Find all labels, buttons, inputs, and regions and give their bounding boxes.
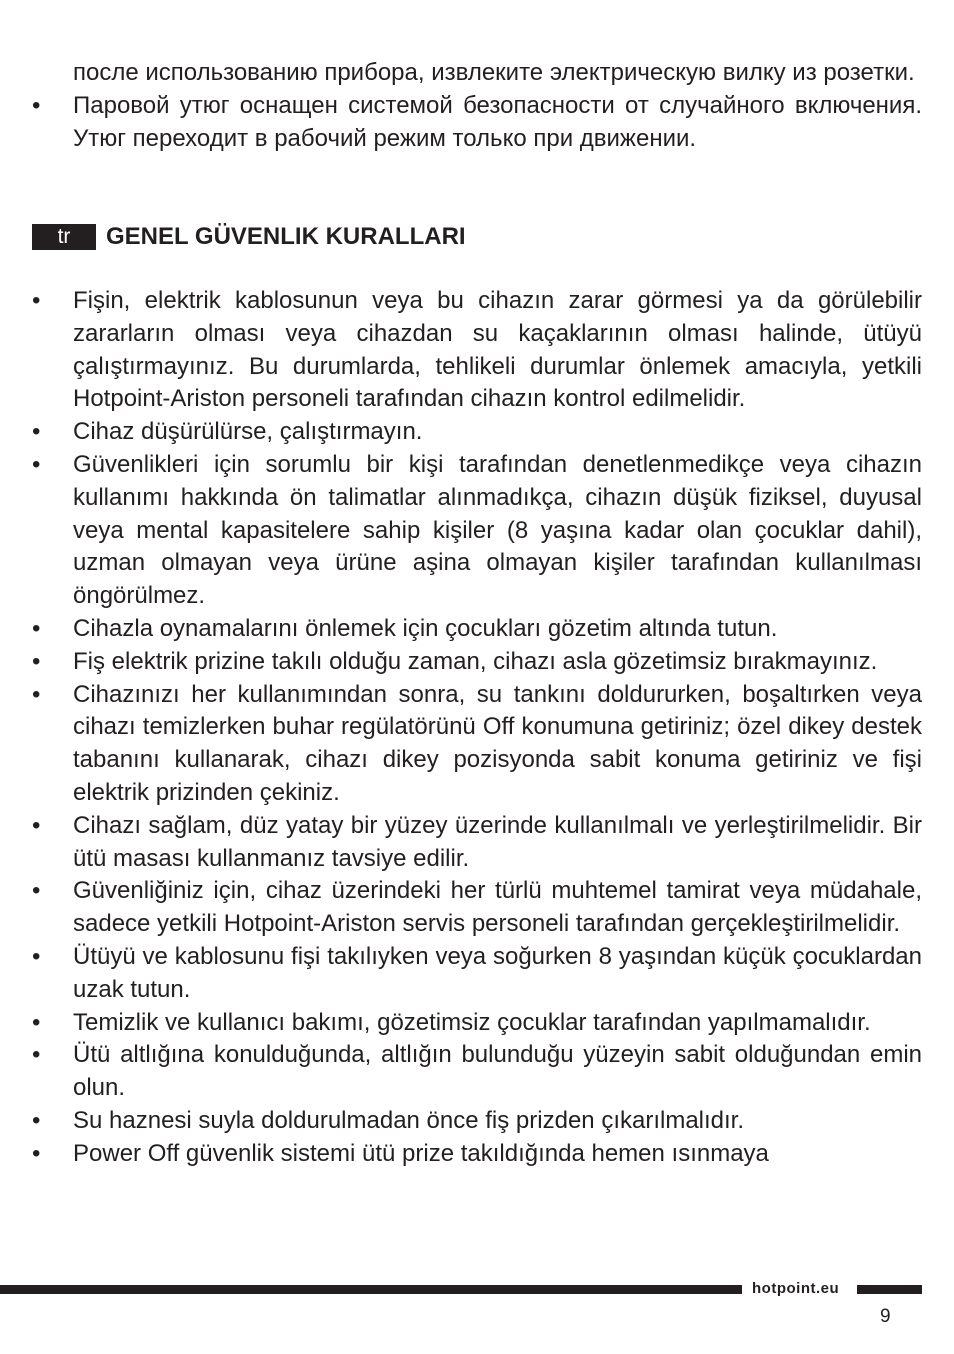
list-item — [32, 285, 922, 416]
footer-brand: hotpoint.eu — [752, 1280, 840, 1297]
language-badge: tr — [32, 224, 96, 250]
list-item-text: Power Off güvenlik sistemi ütü prize takıldığında hemen ısınmaya — [73, 1139, 769, 1167]
list-item-text: Temizlik ve kullanıcı bakımı, gözetimsiz çocuklar tarafından yapılmamalıdır. — [73, 1008, 871, 1036]
bullet: • — [32, 1139, 41, 1167]
bullet: • — [32, 1106, 41, 1134]
bullet: • — [32, 811, 41, 839]
list-item-text: Ütü altlığına konulduğunda, altlığın bulunduğu yüzeyin sabit olduğundan emin olun. — [73, 1041, 922, 1102]
list-item — [32, 941, 922, 1007]
bullet: • — [32, 647, 41, 675]
list-item-text: Fişin, elektrik kablosunun veya bu cihazın zarar görmesi ya da görülebilir zararların olması veya cihazdan su kaçaklarının olması halinde, ütüyü çalıştırmayınız. Bu durumlarda, tehlikeli durumlar önlemek amacıyla, yetkili Hotpoint-Ariston personeli tarafından cihazın kontrol edilmelidir. — [73, 287, 922, 413]
list-item-text: Паровой утюг оснащен системой безопасности от случайного включения. Утюг переходит в рабочий режим только при движении. — [73, 91, 922, 152]
list-item — [32, 646, 922, 679]
safety-rules-list — [32, 285, 922, 1171]
bullet: • — [32, 287, 41, 314]
bullet: • — [32, 450, 41, 478]
section-heading: GENEL GÜVENLIK KURALLARI — [106, 223, 466, 250]
list-item — [32, 875, 922, 941]
bullet: • — [32, 418, 41, 446]
list-item-text: Cihazla oynamalarını önlemek için çocukları gözetim altında tutun. — [73, 614, 778, 642]
list-item — [32, 1138, 922, 1171]
bullet: • — [32, 680, 41, 708]
bullet: • — [32, 1041, 41, 1069]
list-item — [32, 416, 922, 449]
list-item — [32, 449, 922, 613]
list-item — [32, 613, 922, 646]
list-item-text: Güvenlikleri için sorumlu bir kişi tarafından denetlenmedikçe veya cihazın kullanımı hakkında ön talimatlar alınmadıkça, cihazın düşük fiziksel, duyusal veya mental kapasitelere sahip kişiler (8 yaşına kadar olan çocuklar dahil), uzman olmayan veya ürüne aşina olmayan kişiler tarafından kullanılması öngörülmez. — [73, 450, 922, 610]
list-item-text: Cihaz düşürülürse, çalıştırmayın. — [73, 418, 423, 446]
list-item-text: Güvenliğiniz için, cihaz üzerindeki her türlü muhtemel tamirat veya müdahale, sadece yetkili Hotpoint-Ariston servis personeli tarafından gerçekleştirilmelidir. — [73, 877, 922, 938]
bullet: • — [32, 1008, 41, 1036]
list-item — [32, 1105, 922, 1138]
list-item-text: Fiş elektrik prizine takılı olduğu zaman, cihazı asla gözetimsiz bırakmayınız. — [73, 647, 878, 675]
bullet: • — [32, 91, 41, 119]
page-number: 9 — [880, 1306, 891, 1327]
russian-text-block — [32, 57, 922, 155]
list-item-text: Su haznesi suyla doldurulmadan önce fiş prizden çıkarılmalıdır. — [73, 1106, 745, 1134]
continued-paragraph: после использованию прибора, извлеките электрическую вилку из розетки. — [73, 59, 915, 86]
bullet: • — [32, 614, 41, 642]
list-item — [32, 679, 922, 810]
list-item — [32, 1039, 922, 1105]
list-item-text: Ütüyü ve kablosunu fişi takılıyken veya soğurken 8 yaşından küçük çocuklardan uzak tutun. — [73, 942, 922, 1003]
list-item-text: Cihazınızı her kullanımından sonra, su tankını doldururken, boşaltırken veya cihazı temizlerken buhar regülatörünü Off konumuna getiriniz; özel dikey destek tabanını kullanarak, cihazı dikey pozisyonda sabit konuma getiriniz ve fişi elektrik prizinden çekiniz. — [73, 680, 922, 806]
footer-rule-left — [0, 1285, 742, 1294]
footer-rule-right — [857, 1285, 922, 1294]
list-item-text: Cihazı sağlam, düz yatay bir yüzey üzerinde kullanılmalı ve yerleştirilmelidir. Bir ütü masası kullanmanız tavsiye edilir. — [73, 811, 922, 872]
section-heading-row — [32, 219, 466, 255]
list-item — [32, 1007, 922, 1040]
list-item — [32, 810, 922, 876]
bullet: • — [32, 942, 41, 970]
list-item — [32, 90, 922, 156]
bullet: • — [32, 877, 41, 905]
